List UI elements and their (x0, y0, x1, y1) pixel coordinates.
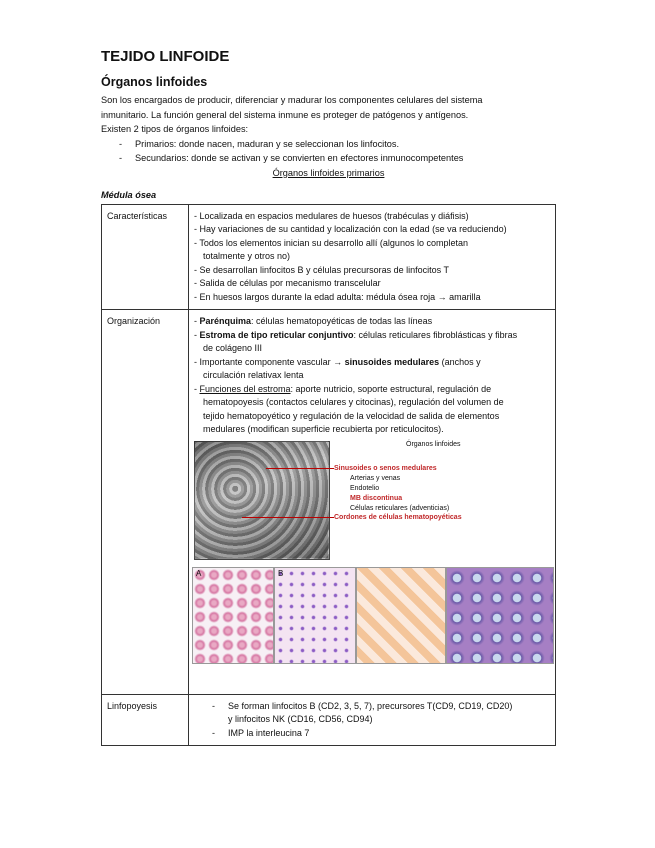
row-label: Características (102, 204, 189, 310)
document-page (101, 48, 556, 746)
histology-panel-a (192, 567, 274, 664)
pointer-line (242, 517, 334, 518)
micrograph-shading (194, 441, 328, 558)
row-content (189, 694, 556, 746)
text-line: - Hay variaciones de su cantidad y localización con la edad (se va reduciendo) (194, 224, 507, 234)
bold-term: Parénquima (199, 316, 252, 326)
intro-line-3: Existen 2 tipos de órganos linfoides: (101, 124, 249, 134)
text-line: - Estroma de tipo reticular conjuntivo: células reticulares fibroblásticas y fibras (194, 329, 518, 340)
table-row (102, 694, 556, 746)
list-item: - Secundarios: donde se activan y se convierten en efectores inmunocompetentes (119, 151, 556, 165)
text-line: - Todos los elementos inician su desarrollo allí (algunos lo completan (194, 237, 468, 248)
text-fragment: (anchos y (439, 356, 481, 367)
pointer-line (266, 468, 334, 469)
histology-diagram (356, 567, 446, 664)
intro-line-2: inmunitario. La función general del sistema inmune es proteger de patógenos y antígenos. (101, 109, 469, 120)
text-fragment: - Importante componente vascular → (194, 356, 345, 367)
text-line: - En huesos largos durante la edad adulta: médula ósea roja → amarilla (194, 291, 481, 302)
text-fragment: : células reticulares fibroblásticas y fibras (353, 329, 518, 340)
organ-types-list (119, 137, 556, 165)
figure-label-red: Cordones de células hematopoyéticas (334, 513, 462, 521)
figure-label-red: MB discontinua (350, 494, 403, 502)
figure-label: Endotelio (350, 484, 380, 492)
row-content (189, 310, 556, 695)
text-fragment: : aporte nutricio, soporte estructural, regulación de (290, 383, 492, 394)
text-line (194, 356, 550, 370)
table-row (102, 204, 556, 310)
list-item: - Primarios: donde nacen, maduran y se seleccionan los linfocitos. (119, 137, 556, 151)
list-item-continuation: y linfocitos NK (CD16, CD56, CD94) (228, 714, 373, 724)
histology-panel-d (446, 567, 554, 664)
text-line: - Salida de células por mecanismo transcelular (194, 278, 381, 288)
text-line: circulación relativax lenta (203, 370, 304, 380)
bold-term: sinusoides medulares (344, 356, 440, 367)
figure-label-red: Sinusoides o senos medulares (334, 464, 437, 472)
text-line: - Se desarrollan linfocitos B y células precursoras de linfocitos T (194, 264, 449, 275)
text-line: tejido hematopoyético y regulación de la velocidad de salida de elementos (203, 410, 500, 421)
text-line: de colágeno III (203, 343, 263, 353)
text-line: - Parénquima: células hematopoyéticas de todas las líneas (194, 316, 433, 326)
text-line: totalmente y otros no) (203, 251, 291, 261)
linfopoyesis-list (212, 700, 550, 741)
underlined-term: Funciones del estroma (199, 383, 291, 394)
text-line: medulares (modifican superficie recubierta por reticulocitos). (203, 424, 444, 434)
bone-marrow-figure (194, 441, 550, 689)
bone-marrow-table (101, 204, 556, 747)
histology-panel-b (274, 567, 356, 664)
figure-label: Células reticulares (adventicias) (350, 504, 450, 512)
text-line: - Localizada en espacios medulares de huesos (trabéculas y diáfisis) (194, 210, 469, 221)
panel-label: A (196, 568, 202, 578)
text-line: - Funciones del estroma: aporte nutricio, soporte estructural, regulación de (194, 383, 492, 394)
figure-label: Arterias y venas (350, 474, 401, 482)
panel-label: B (278, 568, 284, 578)
text-line: hematopoyesis (contactos celulares y citocinas), regulación del volumen de (203, 397, 504, 407)
table-row (102, 310, 556, 695)
figure-header: Órganos linfoides (406, 440, 461, 448)
list-item: - Se forman linfocitos B (CD2, 3, 5, 7), precursores T(CD9, CD19, CD20) (212, 700, 550, 714)
section-heading: Órganos linfoides (101, 75, 208, 89)
row-content (189, 204, 556, 310)
bold-term: Estroma de tipo reticular conjuntivo (199, 329, 354, 340)
row-label: Linfopoyesis (102, 694, 189, 746)
text-fragment: : células hematopoyéticas de todas las líneas (251, 316, 433, 326)
bone-marrow-title: Médula ósea (101, 189, 157, 200)
primary-organs-title: Órganos linfoides primarios (272, 167, 385, 178)
page-title: TEJIDO LINFOIDE (101, 48, 230, 65)
row-label: Organización (102, 310, 189, 695)
intro-line-1: Son los encargados de producir, diferenciar y madurar los componentes celulares del sistema (101, 95, 483, 105)
list-item: - IMP la interleucina 7 (212, 727, 550, 741)
